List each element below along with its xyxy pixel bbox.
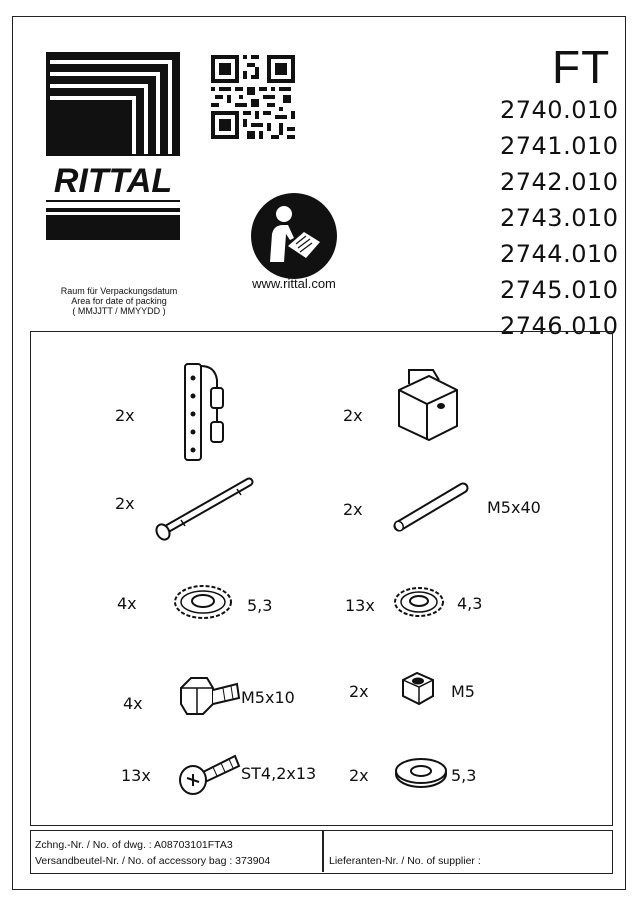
clip-icon bbox=[395, 366, 461, 442]
hinge-icon bbox=[171, 360, 231, 466]
article-number-list bbox=[500, 92, 619, 344]
part-quantity: 4x bbox=[117, 594, 137, 613]
pin-icon bbox=[391, 480, 471, 534]
packing-date-label-en: Area for date of packing bbox=[71, 296, 167, 306]
part-quantity: 13x bbox=[121, 766, 151, 785]
product-code: FT bbox=[552, 41, 611, 93]
part-quantity: 2x bbox=[343, 406, 363, 425]
rittal-logo bbox=[46, 52, 180, 240]
part-quantity: 2x bbox=[349, 682, 369, 701]
article-number: 2745.010 bbox=[500, 276, 619, 304]
read-manual-icon bbox=[250, 192, 338, 280]
part-size: M5 bbox=[451, 682, 475, 701]
drawing-number: Zchng.-Nr. / No. of dwg. : A08703101FTA3 bbox=[35, 839, 233, 851]
parts-list bbox=[30, 331, 613, 826]
part-quantity: 2x bbox=[343, 500, 363, 519]
article-number: 2744.010 bbox=[500, 240, 619, 268]
accessory-bag-number: Versandbeutel-Nr. / No. of accessory bag : 373904 bbox=[35, 855, 271, 867]
phillips-screw-icon bbox=[177, 750, 241, 796]
part-quantity: 2x bbox=[115, 494, 135, 513]
part-size: ST4,2x13 bbox=[241, 764, 317, 783]
article-number: 2743.010 bbox=[500, 204, 619, 232]
qr-code-icon bbox=[210, 55, 296, 139]
hex-nut-icon bbox=[397, 670, 439, 708]
brand-wordmark: RITTAL bbox=[53, 162, 173, 200]
part-quantity: 13x bbox=[345, 596, 375, 615]
packing-date-area bbox=[30, 286, 208, 316]
article-number: 2746.010 bbox=[500, 312, 619, 340]
part-quantity: 2x bbox=[115, 406, 135, 425]
flat-washer-icon bbox=[393, 756, 449, 790]
part-size: 5,3 bbox=[451, 766, 477, 785]
packing-date-format: ( MMJJTT / MMYYDD ) bbox=[72, 306, 166, 316]
article-number: 2742.010 bbox=[500, 168, 619, 196]
part-quantity: 2x bbox=[349, 766, 369, 785]
article-number: 2740.010 bbox=[500, 96, 619, 124]
part-size: 5,3 bbox=[247, 596, 273, 615]
serrated-washer-icon bbox=[391, 582, 447, 622]
serrated-washer-icon bbox=[171, 580, 235, 624]
footer-divider bbox=[322, 831, 324, 872]
hex-bolt-icon bbox=[177, 674, 243, 718]
part-quantity: 4x bbox=[123, 694, 143, 713]
part-size: 4,3 bbox=[457, 594, 483, 613]
footer-table bbox=[30, 830, 613, 874]
part-size: M5x10 bbox=[241, 688, 295, 707]
hinge-pin-icon bbox=[153, 472, 259, 544]
part-size: M5x40 bbox=[487, 498, 541, 517]
supplier-number: Lieferanten-Nr. / No. of supplier : bbox=[329, 855, 481, 867]
article-number: 2741.010 bbox=[500, 132, 619, 160]
packing-date-label-de: Raum für Verpackungsdatum bbox=[60, 286, 178, 296]
website-url: www.rittal.com bbox=[252, 276, 336, 291]
